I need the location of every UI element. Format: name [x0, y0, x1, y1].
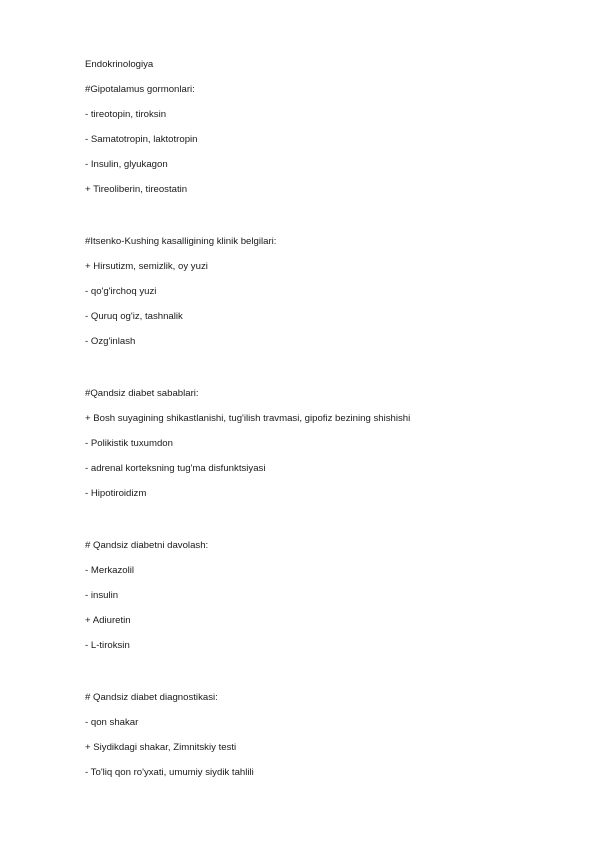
answer-3-2: - Polikistik tuxumdon — [85, 438, 173, 449]
answer-2-3: - Quruq og'iz, tashnalik — [85, 311, 183, 322]
answer-4-3: + Adiuretin — [85, 615, 131, 626]
answer-1-1: - tireotopin, tiroksin — [85, 109, 167, 120]
answer-5-1: - qon shakar — [85, 717, 139, 728]
answer-5-2: + Siydikdagi shakar, Zimnitskiy testi — [85, 742, 237, 753]
answer-1-3: - Insulin, glyukagon — [85, 159, 168, 170]
answer-5-3: - To'liq qon ro'yxati, umumiy siydik tahlili — [85, 767, 254, 778]
answer-1-2: - Samatotropin, laktotropin — [85, 134, 198, 145]
question-2: #Itsenko-Kushing kasalligining klinik belgilari: — [85, 236, 277, 247]
answer-4-2: - insulin — [85, 590, 119, 601]
answer-1-4: + Tireoliberin, tireostatin — [85, 184, 188, 195]
answer-4-4: - L-tiroksin — [85, 640, 130, 651]
question-1: #Gipotalamus gormonlari: — [85, 84, 195, 95]
answer-2-1: + Hirsutizm, semizlik, oy yuzi — [85, 261, 208, 272]
answer-3-4: - Hipotiroidizm — [85, 488, 147, 499]
answer-2-4: - Ozg'inlash — [85, 336, 136, 347]
question-5: # Qandsiz diabet diagnostikasi: — [85, 692, 218, 703]
question-3: #Qandsiz diabet sabablari: — [85, 388, 199, 399]
answer-2-2: - qo'g'irchoq yuzi — [85, 286, 157, 297]
document-title: Endokrinologiya — [85, 59, 154, 70]
answer-3-3: - adrenal korteksning tug'ma disfunktsiyasi — [85, 463, 266, 474]
question-4: # Qandsiz diabetni davolash: — [85, 540, 209, 551]
answer-3-1: + Bosh suyagining shikastlanishi, tug'ilish travmasi, gipofiz bezining shishishi — [85, 413, 411, 424]
answer-4-1: - Merkazolil — [85, 565, 135, 576]
